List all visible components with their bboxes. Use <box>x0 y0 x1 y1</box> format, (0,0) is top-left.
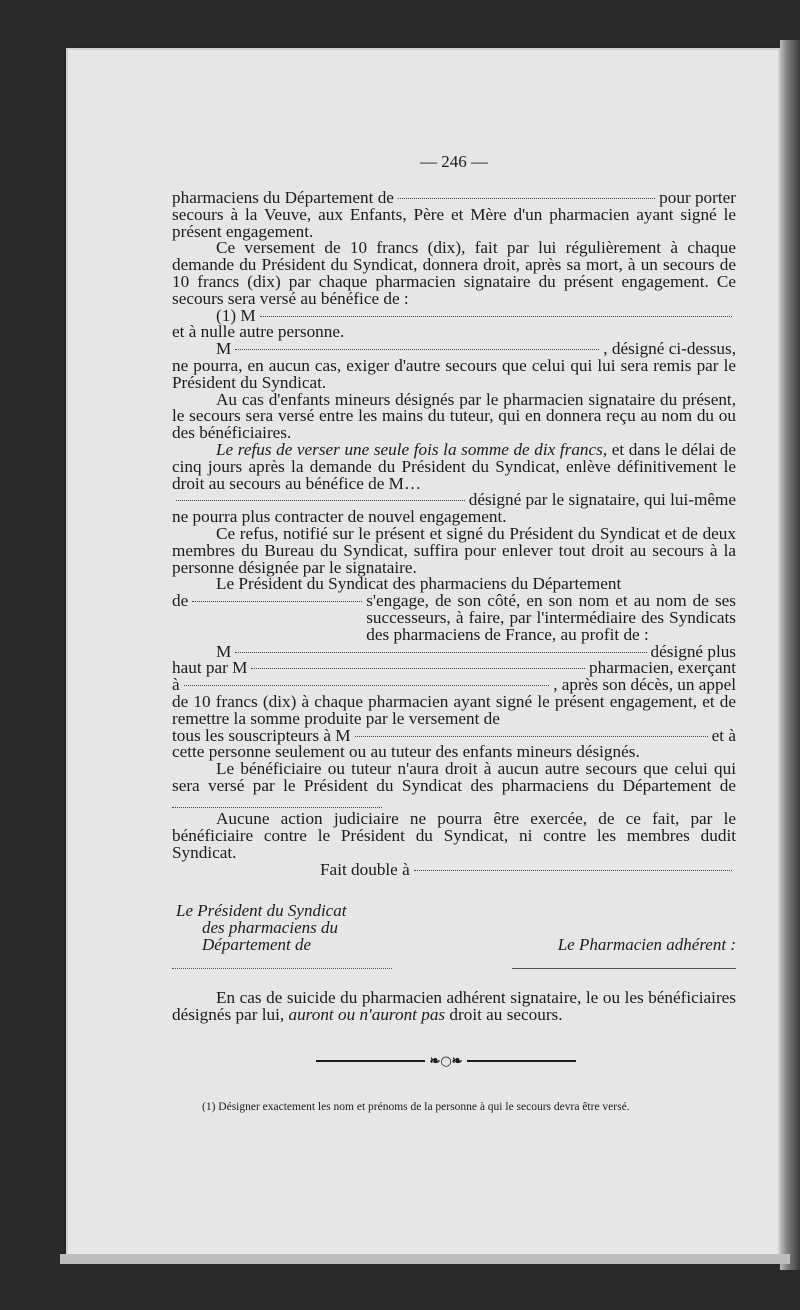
text-fragment: à <box>172 675 180 695</box>
paragraph: secours à la Veuve, aux Enfants, Père et Mère d'un pharmacien ayant signé le présent engagement. <box>172 204 736 241</box>
text-line <box>172 859 736 879</box>
fill-in-blank <box>192 601 362 602</box>
paragraph <box>172 990 736 1024</box>
page-bottom-edge <box>60 1254 790 1264</box>
signature-label: Le Pharmacien adhérent : <box>557 935 736 954</box>
signature-label: Le Président du Syndicat <box>176 901 347 920</box>
fill-in-blank <box>398 198 655 199</box>
fill-in-blank <box>235 349 599 350</box>
text-fragment: Fait double à <box>320 859 410 879</box>
text-fragment: pour porter <box>659 188 736 207</box>
page-number: — 246 — <box>420 152 488 171</box>
page-edge <box>780 40 800 1270</box>
paragraph: Ce refus, notifié sur le présent et signé du Président du Syndicat et de deux membres du Bureau du Syndicat, suffira pour enlever tout droit au secours à la personne désignée par le signataire. <box>172 523 736 577</box>
italic-text: auront ou n'auront pas <box>288 1004 446 1024</box>
footnote-text: (1) Désigner exactement les nom et prénoms de la personne à qui le secours devra être versé. <box>202 1101 630 1113</box>
text-fragment: droit au secours. <box>449 1004 563 1024</box>
paragraph: de 10 francs (dix) à chaque pharmacien ayant signé le présent engagement, et de remettre la somme produite par le versement de <box>172 691 736 728</box>
text-fragment: pharmacien, exerçant <box>589 658 736 678</box>
rule-line <box>467 1060 576 1062</box>
fill-in-blank <box>251 668 585 669</box>
italic-text: Le refus de verser une seule fois la somme de dix francs, <box>216 439 608 459</box>
ornament-icon: ❧○❧ <box>429 1053 463 1069</box>
text-fragment: (1) M <box>216 305 256 325</box>
body-text <box>172 190 736 879</box>
rule-line <box>316 1060 425 1062</box>
ornament-divider <box>316 1054 576 1068</box>
text-fragment: Le bénéficiaire ou tuteur n'aura droit à aucun autre secours que celui qui sera versé par le Président du Syndicat des pharmaciens du Département de <box>172 759 736 795</box>
fill-in-blank <box>355 736 708 737</box>
text-fragment: M <box>216 641 232 661</box>
paragraph: Aucune action judiciaire ne pourra être exercée, de ce fait, par le bénéficiaire contre le Président du Syndicat, ni contre les membres dudit Syndicat. <box>172 809 736 863</box>
fill-in-blank <box>260 316 732 317</box>
paragraph: Au cas d'enfants mineurs désignés par le pharmacien signataire du présent, le secours sera versé entre les mains du tuteur, qui en donnera reçu au nom du ou des bénéficiaires. <box>172 389 736 443</box>
signature-block <box>172 902 736 953</box>
paragraph: Le Président du Syndicat des pharmaciens du Département <box>216 574 622 594</box>
text-fragment: s'engage, de son côté, en son nom et au nom de ses successeurs, à faire, par l'intermédiaire des Syndicats des pharmaciens de France, au profit de : <box>366 591 736 644</box>
signature-label: Département de <box>202 935 312 954</box>
paragraph: cette personne seulement ou au tuteur des enfants mineurs désignés. <box>172 742 640 762</box>
signature-line <box>512 968 736 969</box>
paragraph: Ce versement de 10 francs (dix), fait par lui régulièrement à chaque demande du Président du Syndicat, donnera droit, après sa mort, à un secours de 10 francs (dix) par chaque pharmacien signataire du présent engagement. Ce secours sera versé au bénéfice de : <box>172 238 736 308</box>
signature-row <box>172 936 736 953</box>
text-fragment: tous les souscripteurs à M <box>172 725 351 745</box>
footnote <box>172 1100 736 1114</box>
paragraph: ne pourra plus contracter de nouvel engagement. <box>172 507 507 527</box>
text-fragment: , désigné ci-dessus, <box>603 339 736 359</box>
text-fragment: de <box>172 591 189 611</box>
paragraph: et à nulle autre personne. <box>172 322 345 342</box>
text-fragment: haut par M <box>172 658 248 678</box>
text-fragment: , après son décès, un appel <box>553 675 736 695</box>
paragraph: Le refus de verser une seule fois la somme de dix francs, et dans le délai de cinq jours après la demande du Président du Syndicat, enlève définitivement le droit au secours au bénéfice de M… <box>172 439 737 493</box>
fill-in-blank <box>172 807 382 808</box>
text-fragment: M <box>216 339 232 359</box>
text-fragment: désigné par le signataire, qui lui-même <box>468 490 736 510</box>
fill-in-blank <box>414 870 732 871</box>
text-fragment: et dans le délai de cinq jours après la demande du Président du Syndicat, enlève définitivement le droit au secours au bénéfice de M <box>172 439 737 493</box>
paragraph: ne pourra, en aucun cas, exiger d'autre secours que celui qui lui sera remis par le Président du Syndicat. <box>172 355 736 392</box>
fill-in-blank <box>184 685 550 686</box>
text-line <box>172 593 736 643</box>
text-fragment: désigné plus <box>650 641 736 661</box>
text-fragment: et à <box>711 725 736 745</box>
signature-label: des pharmaciens du <box>202 918 338 937</box>
paragraph <box>172 761 736 811</box>
fill-in-blank <box>176 500 465 501</box>
text-fragment: En cas de suicide du pharmacien adhérent signataire, le ou les bénéficiaires désignés par lui, <box>172 988 736 1024</box>
text-fragment: pharmaciens du Département de <box>172 188 394 207</box>
signature-line <box>172 968 392 969</box>
fill-in-blank <box>235 652 646 653</box>
suicide-clause <box>172 990 736 1024</box>
